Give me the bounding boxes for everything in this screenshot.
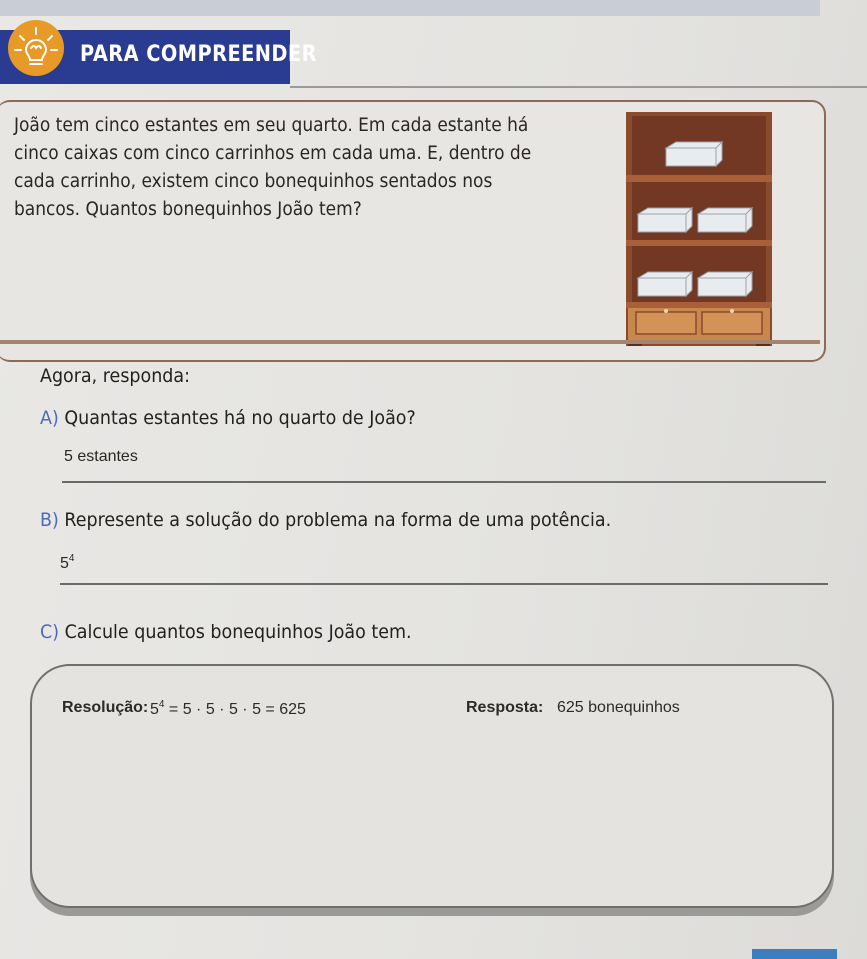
power-exponent: 4: [158, 699, 165, 710]
question-a: [40, 407, 416, 429]
answer-b: [60, 553, 74, 573]
power-base: 5: [60, 555, 69, 572]
answer-label: Resposta:: [466, 699, 544, 716]
answer-line-a: [62, 481, 826, 483]
answer-value: 625 bonequinhos: [557, 699, 680, 716]
question-text: Quantas estantes há no quarto de João?: [64, 407, 416, 429]
problem-divider: [0, 340, 820, 344]
question-c: [40, 621, 412, 643]
question-letter: A): [40, 407, 59, 429]
bookshelf-with-boxes-icon: [626, 112, 772, 346]
expression-text: = 5 · 5 · 5 · 5 = 625: [168, 701, 306, 718]
power-exponent: 4: [68, 553, 75, 564]
title-divider: [290, 86, 867, 88]
resolution-expression: [150, 699, 306, 719]
answer-a: 5 estantes: [64, 448, 138, 465]
section-title: PARA COMPREENDER: [80, 42, 317, 67]
question-b: [40, 509, 611, 531]
answer-line-b: [60, 583, 828, 585]
question-letter: B): [40, 509, 59, 531]
power-base: 5: [150, 701, 159, 718]
resolution-label: Resolução:: [62, 699, 149, 716]
top-edge-bar: [0, 0, 820, 16]
question-letter: C): [40, 621, 60, 643]
answer-prompt: Agora, responda:: [40, 365, 190, 387]
problem-statement: João tem cinco estantes em seu quarto. Em cada estante há cinco caixas com cinco carrinhos em cada uma. E, dentro de cada carrinho, existem cinco bonequinhos sentados nos bancos. Quantos bonequinhos João tem?: [14, 115, 532, 220]
lightbulb-brain-icon: [8, 20, 64, 76]
bottom-accent-bar: [752, 949, 837, 959]
question-text: Represente a solução do problema na forma de uma potência.: [64, 509, 612, 531]
question-text: Calcule quantos bonequinhos João tem.: [64, 621, 412, 643]
